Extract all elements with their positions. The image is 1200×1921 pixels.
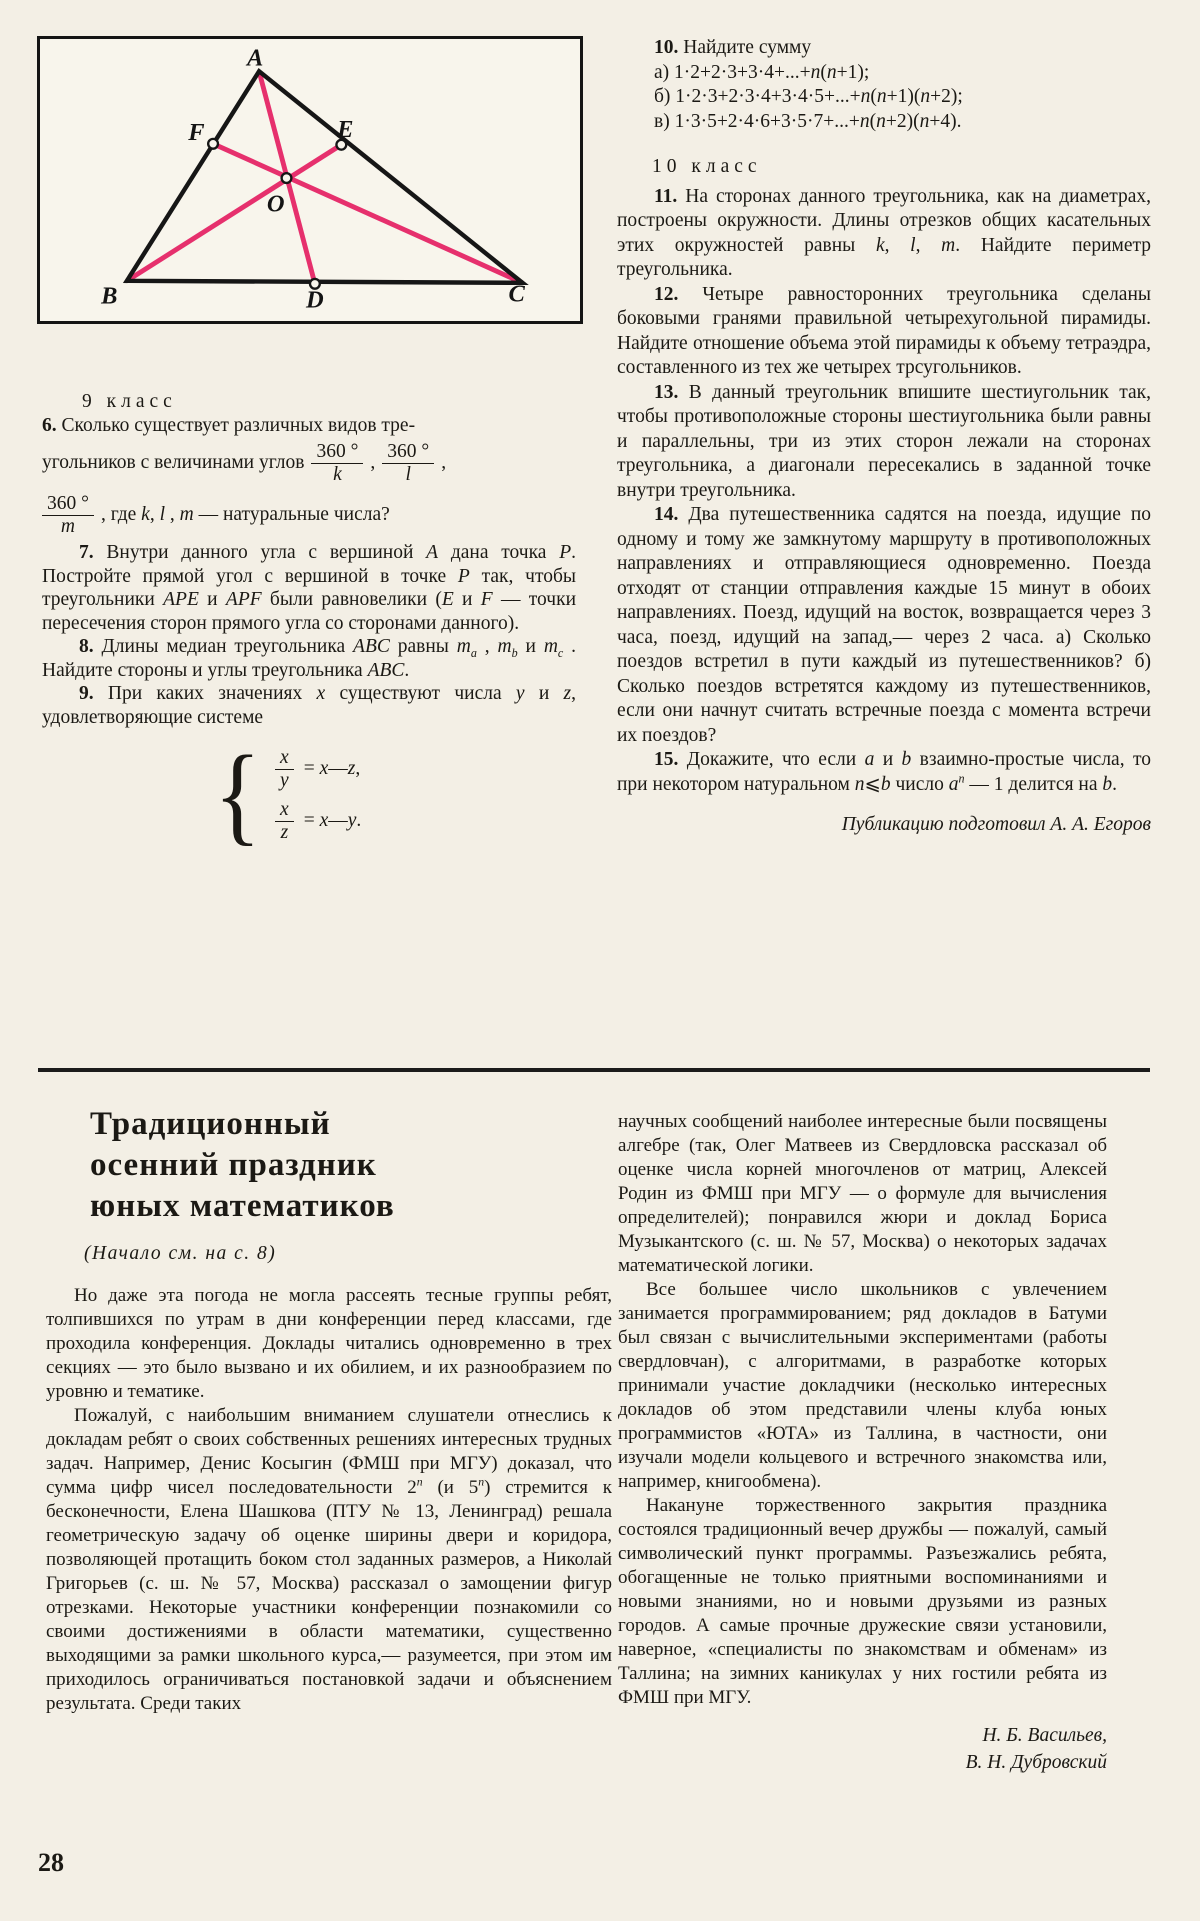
label-E: E [337,115,354,143]
label-B: B [101,282,118,310]
triangle-figure-frame [37,36,583,324]
problem-15: 15. Докажите, что если a и b взаимно-простые числа, то при некотором натуральном n⩽b число $a^n$ — 1 делится на b. [617,749,1151,795]
point-O [282,173,292,183]
problem-7: 7. Внутри данного угла с вершиной A дана точка P. Постройте прямой угол с вершиной в точке P так, чтобы треугольники APE и APF были равновелики (E и F — точки пересечения сторон прямого угла со сторонами данного). [42,542,577,634]
problems-grade10-column [617,36,1151,838]
problem-9: 9. При каких значениях x существуют числа y и z, удовлетворяющие системе [42,683,577,728]
article-paragraph: Пожалуй, с наибольшим вниманием слушатели отнеслись к докладам ребят о своих собственных решениях интересных трудных задач. Например, Денис Косыгин (ФМШ при МГУ) доказал, что сумма цифр чисел последовательности 2$^n$ (и 5$^n$) стремится к бесконечности, Елена Шашкова (ПТУ № 13, Ленинград) решала геометрическую задачу об оценке ширины двери и коридора, позволяющей протащить боком стол заданных размеров, а Николай Григорьев (с. ш. № 57, Москва) рассказал о замощении фигур отрезками. Некоторые участники конференции познакомили со своими достижениями в области математики, существенно выходящими за рамки школьного курса,— разумеется, при этом им приходилось ограничиваться постановкой задачи и объяснением результата. Среди таких [46,1405,612,1714]
problem-6-line3 [42,489,576,541]
label-C: C [508,280,525,308]
triangle-diagram [40,39,580,321]
article-title-line: юных математиков [90,1188,395,1224]
problem-10-item-b: б) 1·2·3+2·3·4+3·4·5+...+n(n+1)(n+2); [654,86,963,107]
fraction-360-k: $\frac{360 ^\circ}{k}$ [311,441,363,486]
problems-grade9-column [42,390,577,856]
triangle-ABC [127,71,523,283]
article-continuation-note: (Начало см. на с. 8) [84,1243,277,1264]
article-paragraph: научных сообщений наиболее интересные были посвящены алгебре (так, Олег Матвеев из Свердловска рассказал об оценке числа корней многочленов от матриц, Алексей Родин из ФМШ при МГУ — о формуле для вычисления определителей); понравился жюри и доклад Бориса Музыкантского (с. ш. № 57, Москва) о некоторых задачах математической логики. [618,1111,1107,1276]
separator-comma: , [370,452,376,474]
problem-6-line2 [42,437,576,489]
label-D: D [306,286,324,314]
system-equation-2: $\frac{x}{z}$ = x—y. [275,795,361,847]
article-right-column [618,1110,1107,1776]
section-divider [38,1068,1150,1072]
page-number: 28 [38,1848,64,1877]
problem-6 [42,414,576,542]
system-brace: { [214,734,262,856]
fraction-360-m: $\frac{360 ^\circ}{m}$ [42,493,94,538]
problem-10-item-c: в) 1·3·5+2·4·6+3·5·7+...+n(n+2)(n+4). [654,110,962,132]
cevian-CF [213,144,522,283]
grade10-heading: 10 класс [652,156,762,177]
label-O: O [266,190,285,218]
equation-system [214,734,576,856]
article-paragraph: Но даже эта погода не могла рассеять тесные группы ребят, толпившихся по утрам в дни конференции перед классами, где проходила конференция. Доклады читались одновременно в трех секциях — это было вызвано и их обилием, и их разнообразием по уровню и тематике. [46,1285,612,1402]
article-title-line: осенний праздник [90,1147,377,1183]
fraction-360-l: $\frac{360 ^\circ}{l}$ [382,441,434,486]
article-title [90,1104,612,1227]
problem-12: 12. Четыре равносторонних треугольника сделаны боковыми гранями правильной четырехугольной пирамиды. Найдите отношение объема этой пирамиды к объему тетраэдра, составленного из тех же четырех трсугольников. [617,283,1151,378]
problem-8: 8. Длины медиан треугольника ABC равны $m_a$ , $m_b$ и $m_c$ . Найдите стороны и углы треугольника ABC. [42,636,577,681]
problem-6-line2-text: угольников с величинами углов [42,452,305,474]
label-A: A [247,44,264,72]
problem-11: 11. На сторонах данного треугольника, как на диаметрах, построены окружности. Длины отрезков общих касательных этих окружностей равны k, l, m. Найдите периметр треугольника. [617,185,1152,280]
article-title-line: Традиционный [90,1106,331,1142]
separator-comma: , [441,452,447,474]
article-left-column [46,1104,612,1716]
problem-6-line1: 6. Сколько существует различных видов тре- [42,414,416,436]
problem-13: 13. В данный треугольник впишите шестиугольник так, чтобы противоположные стороны шестиугольника были равны и параллельны, три из этих сторон лежали на сторонах треугольника, а диагонали пересекались в заданной точке внутри треугольника. [617,381,1151,501]
fraction-x-z: $\frac{x}{z}$ [275,799,294,844]
system-equations [275,743,361,847]
author-name: Н. Б. Васильев, [982,1725,1107,1746]
article-paragraph: Накануне торжественного закрытия праздника состоялся традиционный вечер дружбы — пожалуй, самый символический пункт программы. Разъезжались ребята, обогащенные не только приятными воспоминаниями и новыми знаниями, но и новыми друзьями из разных городов. А самые прочные дружеские связи установили, наверное, «специалисты по знакомствам и обменам» из Таллина; на зимних каникулах у них гостили ребята из ФМШ при МГУ. [618,1495,1107,1708]
article-paragraph: Все большее число школьников с увлечением занимается программированием; ряд докладов в Батуми был связан с вычислительными экспериментами (работы свердловчан), с алгоритмами, в разработке которых принимали участие докладчики (несколько интересных докладов об этом представили члены клуба юных программистов «ЮТА» из Таллина, в частности, они изучали модели кольцевого и встречного знакомства или, например, книгообмена). [618,1279,1107,1492]
article-authors [618,1722,1107,1776]
problem-14: 14. Два путешественника садятся на поезда, идущие по одному и тому же замкнутому маршруту в противоположных направлениях и отправляющиеся одновременно. Поезда отходят от станции отправления каждые 15 минут в обоих направлениях. Поезд, идущий на восток, возвращается через 3 часа, поезд, идущий на запад,— через 2 часа. а) Сколько поездов встретил в пути каждый из путешественников? б) Сколько поездов встретятся каждому из путешественников, если они начнут считать встречные поезда с момента встречи их поездов? [617,504,1151,746]
label-F: F [188,118,205,146]
grade9-heading: 9 класс [82,391,177,412]
author-name: В. Н. Дубровский [965,1752,1107,1773]
point-F [208,139,218,149]
problem-10-item-a: а) 1·2+2·3+3·4+...+n(n+1); [654,61,870,83]
system-equation-1: $\frac{x}{y}$ = x—z, [275,743,361,795]
problem-10-intro: 10. Найдите сумму [654,37,812,58]
problem-6-line3-text: , где k, l , m — натуральные числа? [100,504,390,526]
publication-attribution: Публикацию подготовил А. А. Егоров [841,814,1151,835]
fraction-x-y: $\frac{x}{y}$ [275,747,294,792]
